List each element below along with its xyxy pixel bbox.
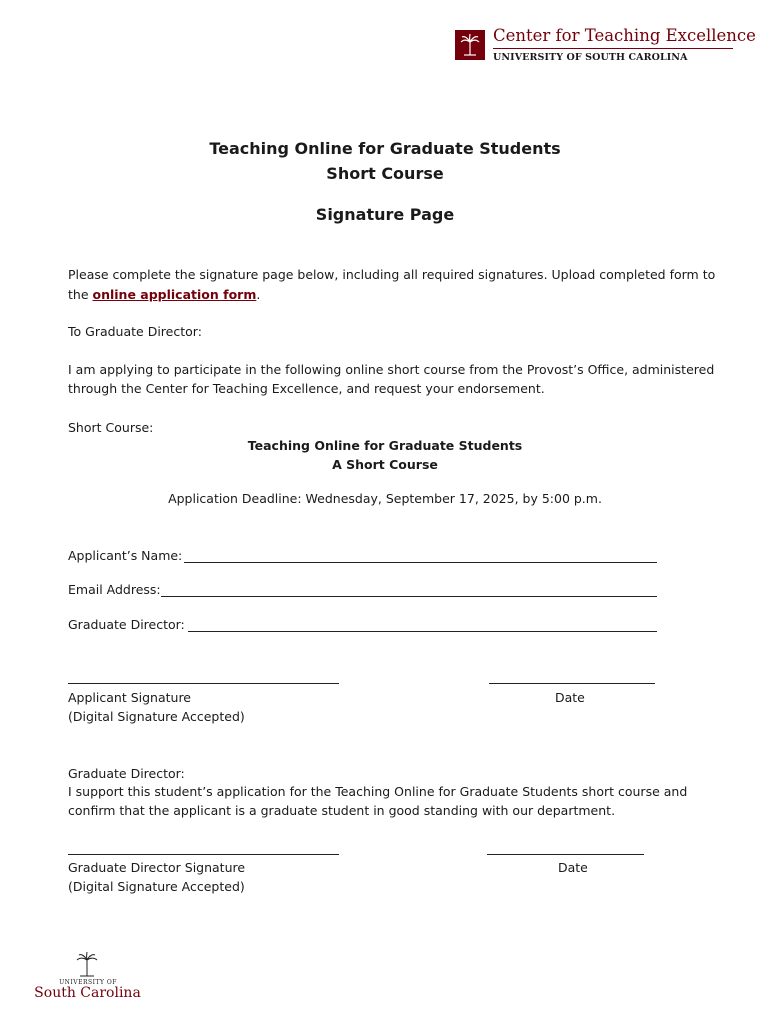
to-graduate-director: To Graduate Director: xyxy=(68,324,202,339)
application-deadline: Application Deadline: Wednesday, September 17, 2025, by 5:00 p.m. xyxy=(168,491,602,506)
palmetto-tree-icon xyxy=(455,30,485,60)
applicant-signature-note: (Digital Signature Accepted) xyxy=(68,709,245,724)
short-course-label: Short Course: xyxy=(68,420,154,435)
email-field[interactable] xyxy=(161,596,657,597)
applicant-signature-label: Applicant Signature xyxy=(68,690,191,705)
applicant-signature-line[interactable] xyxy=(68,683,339,684)
signature-page-heading: Signature Page xyxy=(315,205,455,224)
logo-title: Center for Teaching Excellence xyxy=(493,26,756,45)
applicant-date-label: Date xyxy=(555,690,585,705)
email-label: Email Address: xyxy=(68,582,161,597)
page-subtitle: Short Course xyxy=(326,164,444,183)
director-date-line[interactable] xyxy=(487,854,644,855)
intro-suffix: . xyxy=(256,287,261,302)
online-application-form-link[interactable]: online application form xyxy=(92,287,257,302)
palmetto-tree-footer-icon xyxy=(72,950,102,980)
director-signature-label: Graduate Director Signature xyxy=(68,860,246,875)
director-statement-line-2: confirm that the applicant is a graduate student in good standing with our department. xyxy=(68,803,616,818)
course-name: Teaching Online for Graduate Students xyxy=(247,438,523,453)
applicant-date-line[interactable] xyxy=(489,683,655,684)
intro-line-1: Please complete the signature page below, including all required signatures. Upload completed form to xyxy=(68,267,716,282)
intro-prefix: the xyxy=(68,287,93,302)
director-date-label: Date xyxy=(558,860,588,875)
director-statement-line-1: I support this student’s application for the Teaching Online for Graduate Students short course and xyxy=(68,784,688,799)
logo-subtitle: UNIVERSITY OF SOUTH CAROLINA xyxy=(493,52,688,63)
footer-south-carolina: South Carolina xyxy=(34,985,141,1001)
course-subtitle: A Short Course xyxy=(332,457,438,472)
graduate-director-field[interactable] xyxy=(188,631,657,632)
page-title: Teaching Online for Graduate Students xyxy=(209,139,561,158)
director-signature-line[interactable] xyxy=(68,854,339,855)
applicant-name-label: Applicant’s Name: xyxy=(68,548,183,563)
request-line-1: I am applying to participate in the following online short course from the Provost’s Office, administered xyxy=(68,362,715,377)
request-line-2: through the Center for Teaching Excellence, and request your endorsement. xyxy=(68,381,545,396)
applicant-name-field[interactable] xyxy=(184,562,657,563)
cte-logo-mark xyxy=(455,30,485,60)
logo-divider xyxy=(493,48,733,49)
director-signature-note: (Digital Signature Accepted) xyxy=(68,879,245,894)
footer-university-of: UNIVERSITY OF xyxy=(59,979,117,986)
intro-line-2 xyxy=(68,285,260,304)
director-heading: Graduate Director: xyxy=(68,766,185,781)
graduate-director-label: Graduate Director: xyxy=(68,617,185,632)
